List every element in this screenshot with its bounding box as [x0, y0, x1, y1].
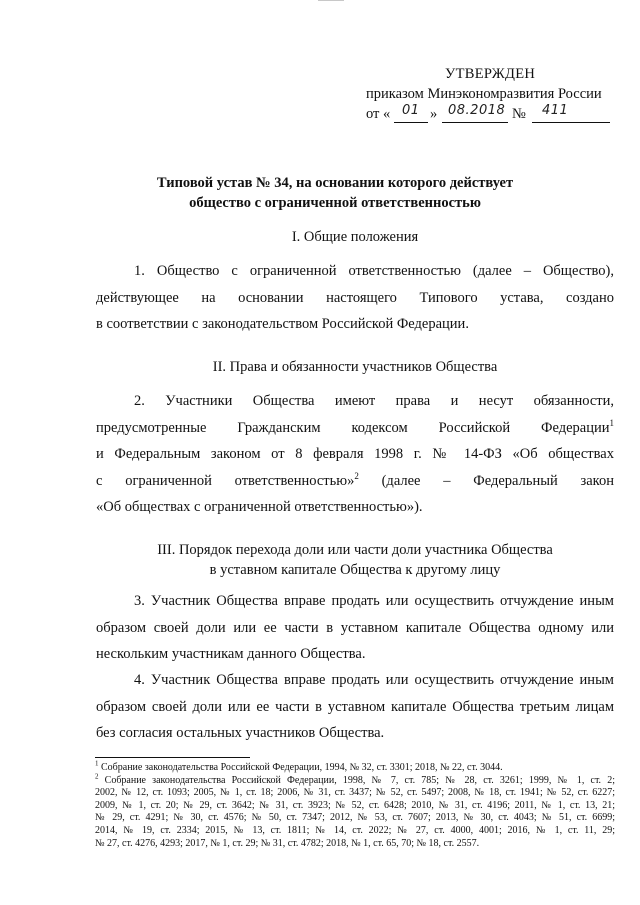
p2-line: и Федеральным законом от 8 февраля 1998 г. № 14-ФЗ «Об обществах	[96, 446, 614, 462]
number-sign: №	[512, 106, 526, 122]
document-title	[80, 173, 590, 213]
date-prefix: от «	[366, 106, 391, 122]
footnote-2-text: Собрание законодательства Российской Федерации, 1998, № 7, ст. 785; № 28, ст. 3261; 1999, № 1, ст. 2;	[104, 774, 615, 786]
p2-line-text-cont: (далее – Федеральный закон	[358, 472, 614, 489]
p1-line: 1. Общество с ограниченной ответственностью (далее – Общество),	[134, 263, 614, 279]
footnote-2-line	[95, 772, 615, 788]
paragraph-2	[96, 388, 614, 521]
footnote-2-line: № 29, ст. 4291; № 30, ст. 4576; № 50, ст. 7347; 2012, № 53, ст. 7607; 2013, № 30, ст. 4043; № 51, ст. 6699;	[95, 812, 615, 824]
day-underline	[394, 122, 428, 123]
p2-line: 2. Участники Общества имеют права и несут обязанности,	[134, 393, 614, 409]
p1-line: действующее на основании настоящего Типового устава, создано	[96, 289, 614, 306]
footnote-2-line: 2014, № 19, ст. 2334; 2015, № 13, ст. 1811; № 14, ст. 2022; № 27, ст. 4000, 4001; 2016, № 1, ст. 11, 29;	[95, 824, 615, 836]
p4-line: 4. Участник Общества вправе продать или осуществить отчуждение иным	[134, 672, 614, 688]
paragraph-3	[96, 588, 614, 668]
p3-line: 3. Участник Общества вправе продать или осуществить отчуждение иным	[134, 593, 614, 609]
month-underline	[442, 122, 508, 123]
p4-line: образом своей доли или ее части в уставном капитале Общества третьим лицам	[96, 698, 614, 715]
number-underline	[532, 122, 610, 123]
p3-line: нескольким участникам данного Общества.	[96, 646, 366, 662]
approval-date	[366, 104, 616, 124]
footnote-1	[95, 759, 615, 775]
footnote-2-line: № 27, ст. 4276, 4293; 2017, № 1, ст. 29; № 31, ст. 4782; 2018, № 1, ст. 65, 70; № 18, ст. 2557.	[95, 837, 480, 849]
date-month-year: 08.2018	[448, 103, 506, 118]
date-day: 01	[402, 103, 420, 118]
section-1-heading: I. Общие положения	[291, 229, 419, 245]
p2-line-text: предусмотренные Гражданским кодексом Российской Федерации	[96, 419, 610, 436]
section-3-heading	[95, 540, 615, 580]
order-number: 411	[542, 103, 569, 118]
paragraph-4	[96, 667, 614, 747]
footnote-mark-1: 1	[95, 759, 99, 768]
section-3-heading-line-2: в уставном капитале Общества к другому лицу	[209, 562, 501, 578]
footnote-2-line: 2009, № 1, ст. 20; № 29, ст. 3642; № 31, ст. 3923; № 52, ст. 6428; 2010, № 31, ст. 4196; 2011, № 1, ст. 13, 21;	[95, 799, 615, 811]
footnote-mark-2: 2	[95, 772, 99, 781]
p3-line: образом своей доли или ее части в уставном капитале Общества одному или	[96, 619, 614, 636]
p2-line: «Об обществах с ограниченной ответственностью»).	[96, 499, 423, 515]
footnote-separator	[95, 757, 250, 758]
footnote-ref-1: 1	[609, 417, 614, 428]
p2-line	[96, 468, 614, 495]
title-line-2: общество с ограниченной ответственностью	[189, 195, 481, 211]
approval-title: УТВЕРЖДЕН	[445, 66, 536, 82]
p2-line	[96, 415, 614, 442]
title-line-1: Типовой устав № 34, на основании которого действует	[156, 175, 514, 191]
p4-line: без согласия остальных участников Общества.	[96, 725, 385, 741]
footnote-ref-2: 2	[354, 470, 359, 481]
p2-line-text: с ограниченной ответственностью»	[96, 472, 355, 489]
scan-mark	[318, 0, 344, 1]
approval-order: приказом Минэкономразвития России	[366, 86, 602, 102]
p1-line: в соответствии с законодательством Российской Федерации.	[96, 316, 469, 332]
footnote-1-text: Собрание законодательства Российской Федерации, 1994, № 32, ст. 3301; 2018, № 22, ст. 3044.	[101, 762, 503, 773]
date-mid: »	[430, 106, 438, 122]
footnote-2-line: 2002, № 12, ст. 1093; 2005, № 1, ст. 18; 2006, № 31, ст. 3437; № 52, ст. 5497; 2008, № 18, ст. 1941; № 52, ст. 6227;	[95, 787, 615, 799]
section-2-heading: II. Права и обязанности участников Общества	[212, 359, 498, 375]
paragraph-1	[96, 258, 614, 338]
footnotes	[95, 759, 615, 850]
approval-stamp	[366, 64, 616, 124]
section-3-heading-line-1: III. Порядок перехода доли или части доли участника Общества	[157, 542, 553, 558]
